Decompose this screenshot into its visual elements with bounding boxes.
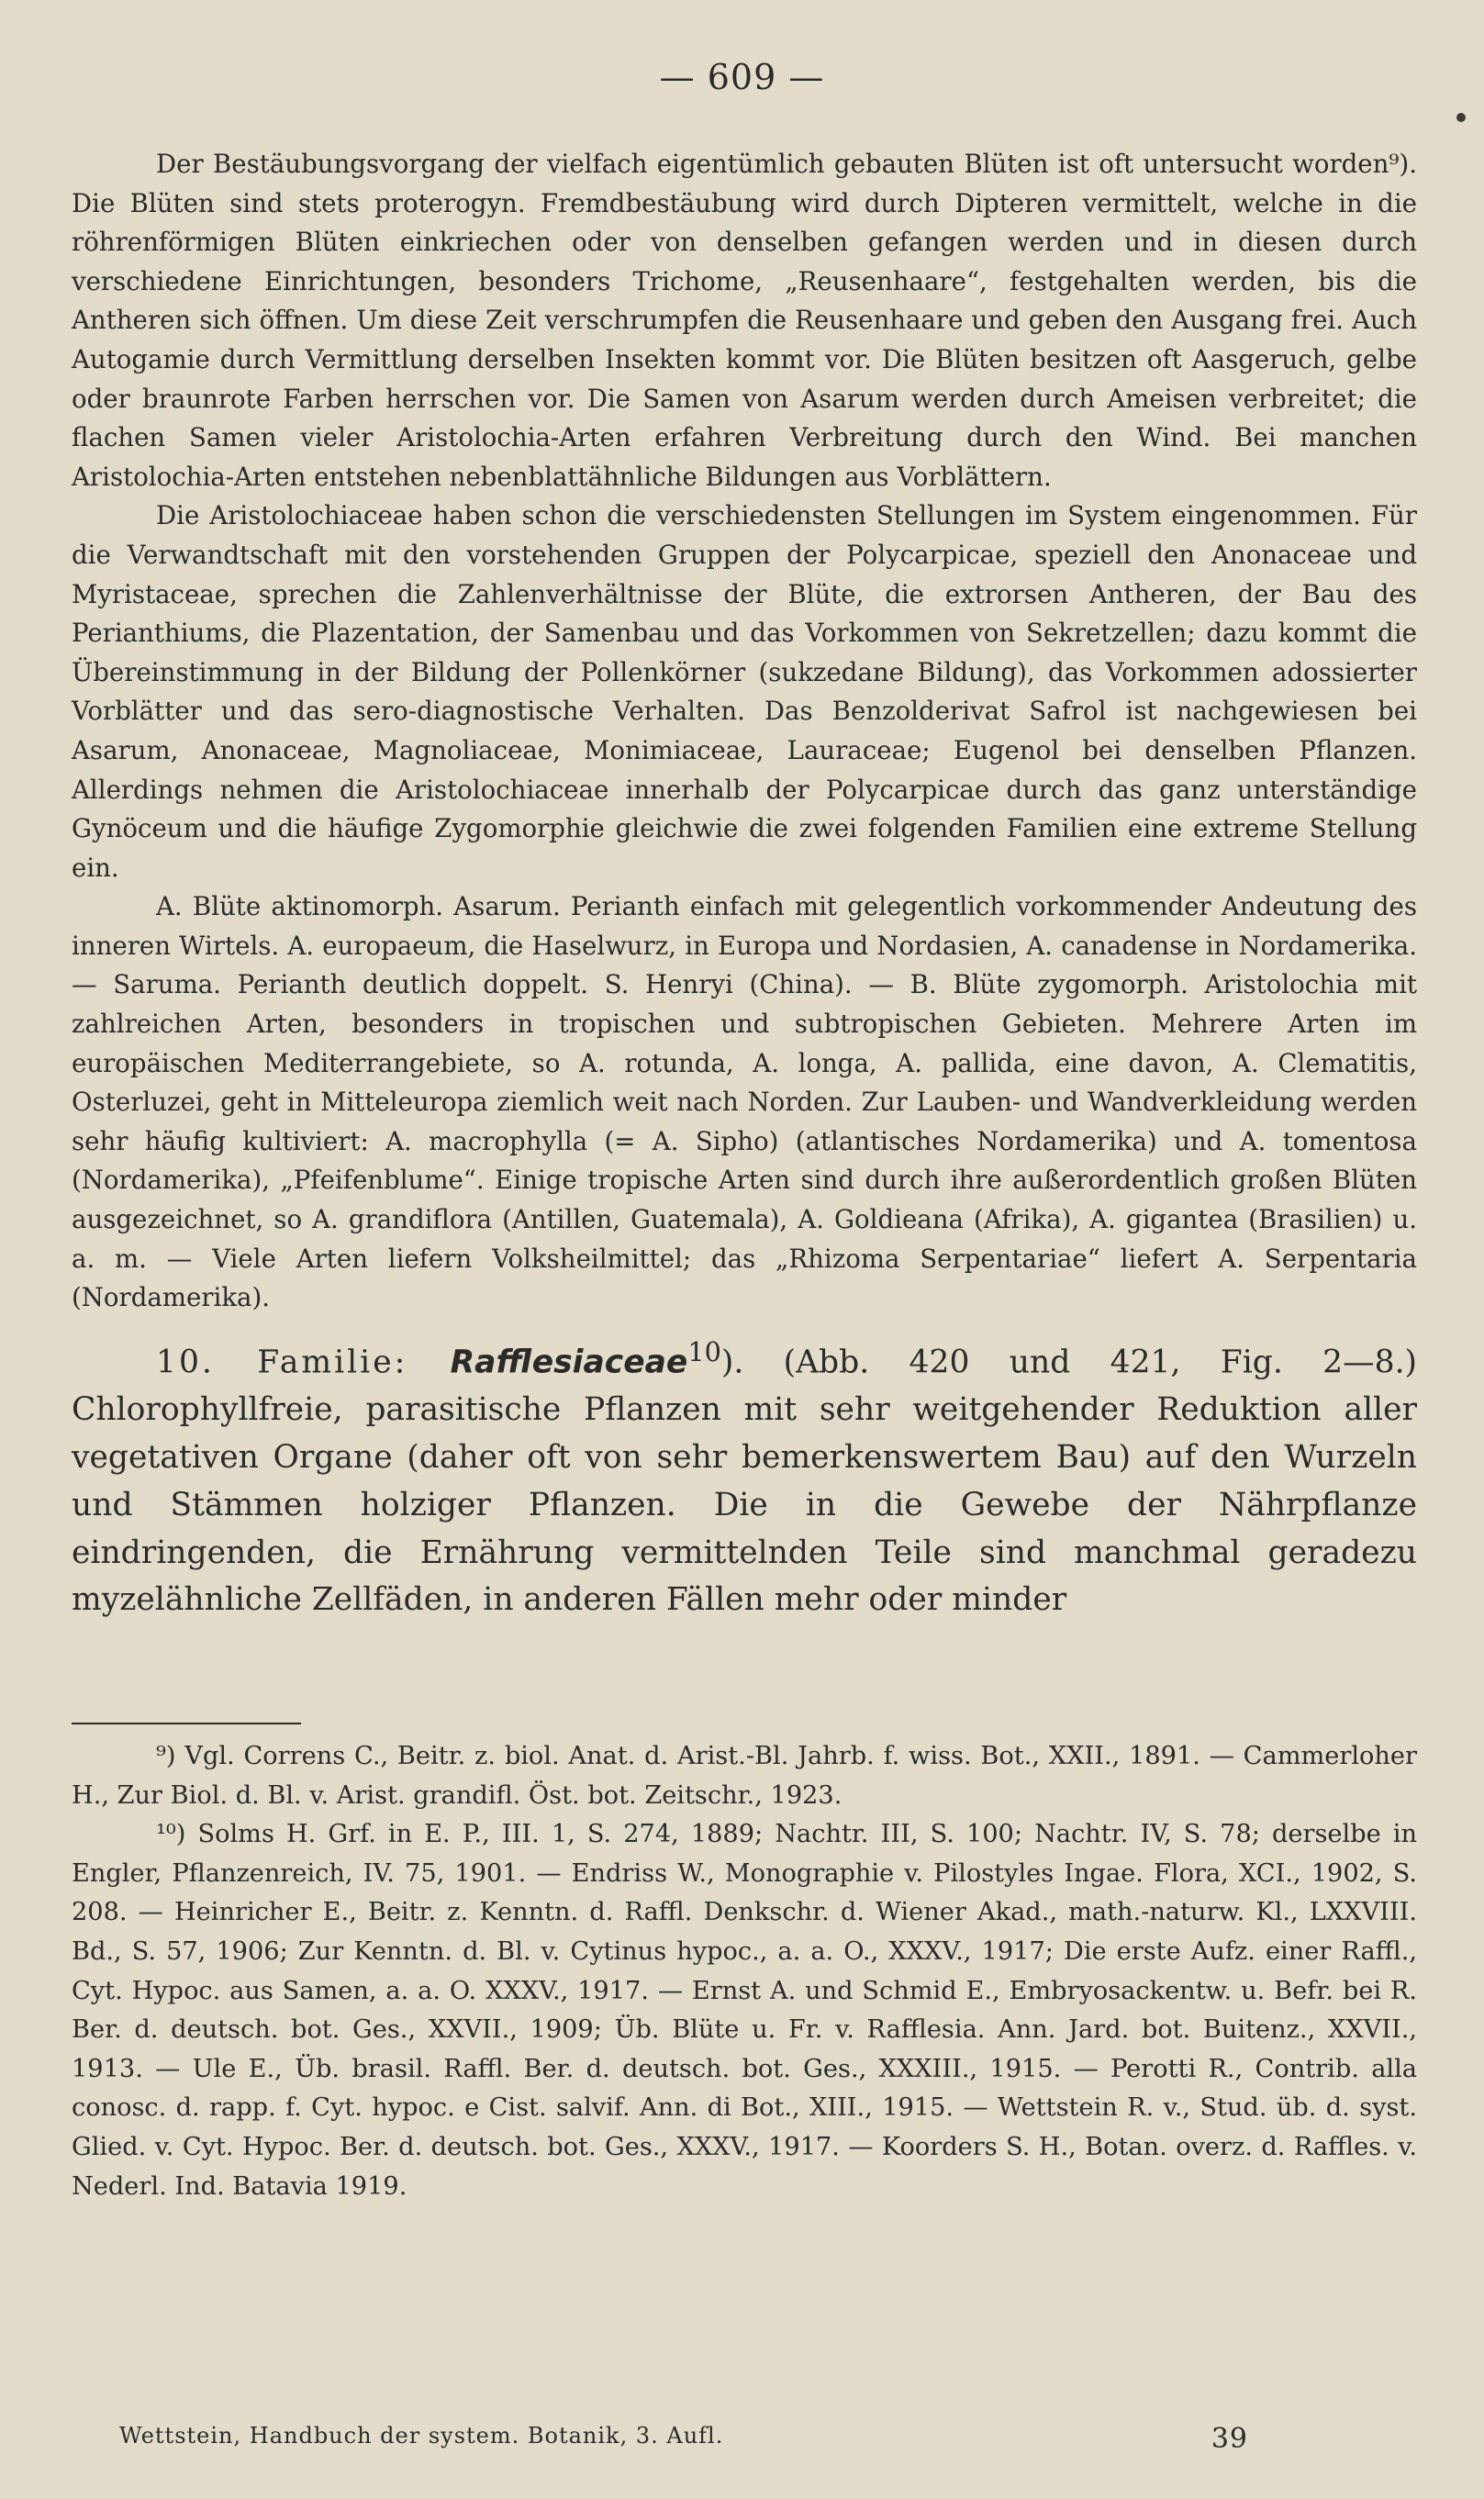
- paragraph-pollination: Der Bestäubungsvorgang der vielfach eigentümlich gebauten Blüten ist oft untersucht worden⁹). Die Blüten sind stets proterogyn. Fremdbestäubung wird durch Dipteren vermittelt, welche in die röhrenförmigen Blüten einkriechen oder von denselben gefangen werden und in diesen durch verschiedene Einrichtungen, besonders Trichome, „Reusenhaare“, festgehalten werden, bis die Antheren sich öffnen. Um diese Zeit verschrumpfen die Reusenhaare und geben den Ausgang frei. Auch Autogamie durch Vermittlung derselben Insekten kommt vor. Die Blüten besitzen oft Aasgeruch, gelbe oder braunrote Farben herrschen vor. Die Samen von Asarum werden durch Ameisen verbreitet; die flachen Samen vieler Aristolochia-Arten erfahren Verbreitung durch den Wind. Bei manchen Aristolochia-Arten entstehen nebenblattähnliche Bildungen aus Vorblättern.: [72, 149, 1417, 492]
- family-footnote-ref: 10: [687, 1335, 721, 1367]
- paragraph-systematics: Die Aristolochiaceae haben schon die verschiedensten Stellungen im System eingenommen. Für die Verwandtschaft mit den vorstehenden Gruppen der Polycarpicae, speziell den Anonaceae und Myristaceae, sprechen die Zahlenverhältnisse der Blüte, die extrorsen Antheren, der Bau des Perianthiums, die Plazentation, der Samenbau und das Vorkommen von Sekretzellen; dazu kommt die Übereinstimmung in der Bildung der Pollenkörner (sukzedane Bildung), das Vorkommen adossierter Vorblätter und das sero-diagnostische Verhalten. Das Benzolderivat Safrol ist nachgewiesen bei Asarum, Anonaceae, Magnoliaceae, Monimiaceae, Lauraceae; Eugenol bei denselben Pflanzen. Allerdings nehmen die Aristolochiaceae innerhalb der Polycarpicae durch das ganz unterständige Gynöceum und die häufige Zygomorphie gleichwie die zwei folgenden Familien eine extreme Stellung ein.: [72, 500, 1417, 883]
- family-name: Rafflesiaceae: [450, 1344, 688, 1381]
- page-footer: [119, 2423, 1248, 2455]
- signature-mark: 39: [1211, 2423, 1248, 2455]
- speck-mark: [1456, 113, 1466, 122]
- footnote-rule: [72, 1723, 301, 1724]
- paragraph-genera: A. Blüte aktinomorph. Asarum. Perianth einfach mit gelegentlich vorkommender Andeutung des inneren Wirtels. A. europaeum, die Haselwurz, in Europa und Nordasien, A. canadense in Nordamerika. — Saruma. Perianth deutlich doppelt. S. Henryi (China). — B. Blüte zygomorph. Aristolochia mit zahlreichen Arten, besonders in tropischen und subtropischen Gebieten. Mehrere Arten im europäischen Mediterrangebiete, so A. rotunda, A. longa, A. pallida, eine davon, A. Clematitis, Osterluzei, geht in Mitteleuropa ziemlich weit nach Norden. Zur Lauben- und Wandverkleidung werden sehr häufig kultiviert: A. macrophylla (= A. Sipho) (atlantisches Nordamerika) und A. tomentosa (Nordamerika), „Pfeifenblume“. Einige tropische Arten sind durch ihre außerordentlich großen Blüten ausgezeichnet, so A. grandiflora (Antillen, Guatemala), A. Goldieana (Afrika), A. gigantea (Brasilien) u. a. m. — Viele Arten liefern Volksheilmittel; das „Rhizoma Serpentariae“ liefert A. Serpentaria (Nordamerika).: [72, 891, 1417, 1313]
- family-text: ). (Abb. 420 und 421, Fig. 2—8.) Chlorophyllfreie, parasitische Pflanzen mit sehr weitgehender Reduktion aller vegetativen Organe (daher oft von sehr bemerkenswertem Bau) auf den Wurzeln und Stämmen holziger Pflanzen. Die in die Gewebe der Nährpflanze eindringenden, die Ernährung vermittelnden Teile sind manchmal geradezu myzelähnliche Zellfäden, in anderen Fällen mehr oder minder: [72, 1344, 1418, 1619]
- footnote-9: ⁹) Vgl. Correns C., Beitr. z. biol. Anat. d. Arist.-Bl. Jahrb. f. wiss. Bot., XXII., 1891. — Cammerloher H., Zur Biol. d. Bl. v. Arist. grandifl. Öst. bot. Zeitschr., 1923.: [72, 1742, 1417, 1810]
- family-prefix: 10. Familie:: [156, 1344, 451, 1381]
- paragraph-family-rafflesiaceae: [72, 1329, 1417, 1624]
- footnote-10: ¹⁰) Solms H. Grf. in E. P., III. 1, S. 274, 1889; Nachtr. III, S. 100; Nachtr. IV, S. 78; derselbe in Engler, Pflanzenreich, IV. 75, 1901. — Endriss W., Monographie v. Pilostyles Ingae. Flora, XCI., 1902, S. 208. — Heinricher E., Beitr. z. Kenntn. d. Raffl. Denkschr. d. Wiener Akad., math.-naturw. Kl., LXXVIII. Bd., S. 57, 1906; Zur Kenntn. d. Bl. v. Cytinus hypoc., a. a. O., XXXV., 1917; Die erste Aufz. einer Raffl., Cyt. Hypoc. aus Samen, a. a. O. XXXV., 1917. — Ernst A. und Schmid E., Embryosackentw. u. Befr. bei R. Ber. d. deutsch. bot. Ges., XXVII., 1909; Üb. Blüte u. Fr. v. Rafflesia. Ann. Jard. bot. Buitenz., XXVII., 1913. — Ule E., Üb. brasil. Raffl. Ber. d. deutsch. bot. Ges., XXXIII., 1915. — Perotti R., Contrib. alla conosc. d. rapp. f. Cyt. hypoc. e Cist. salvif. Ann. di Bot., XIII., 1915. — Wettstein R. v., Stud. üb. d. syst. Glied. v. Cyt. Hypoc. Ber. d. deutsch. bot. Ges., XXXV., 1917. — Koorders S. H., Botan. overz. d. Raffles. v. Nederl. Ind. Batavia 1919.: [72, 1820, 1417, 2201]
- page-number: — 609 —: [659, 57, 825, 97]
- footnotes: [72, 1737, 1417, 2206]
- main-text: [72, 145, 1417, 1657]
- footer-citation: Wettstein, Handbuch der system. Botanik, 3. Aufl.: [119, 2423, 724, 2449]
